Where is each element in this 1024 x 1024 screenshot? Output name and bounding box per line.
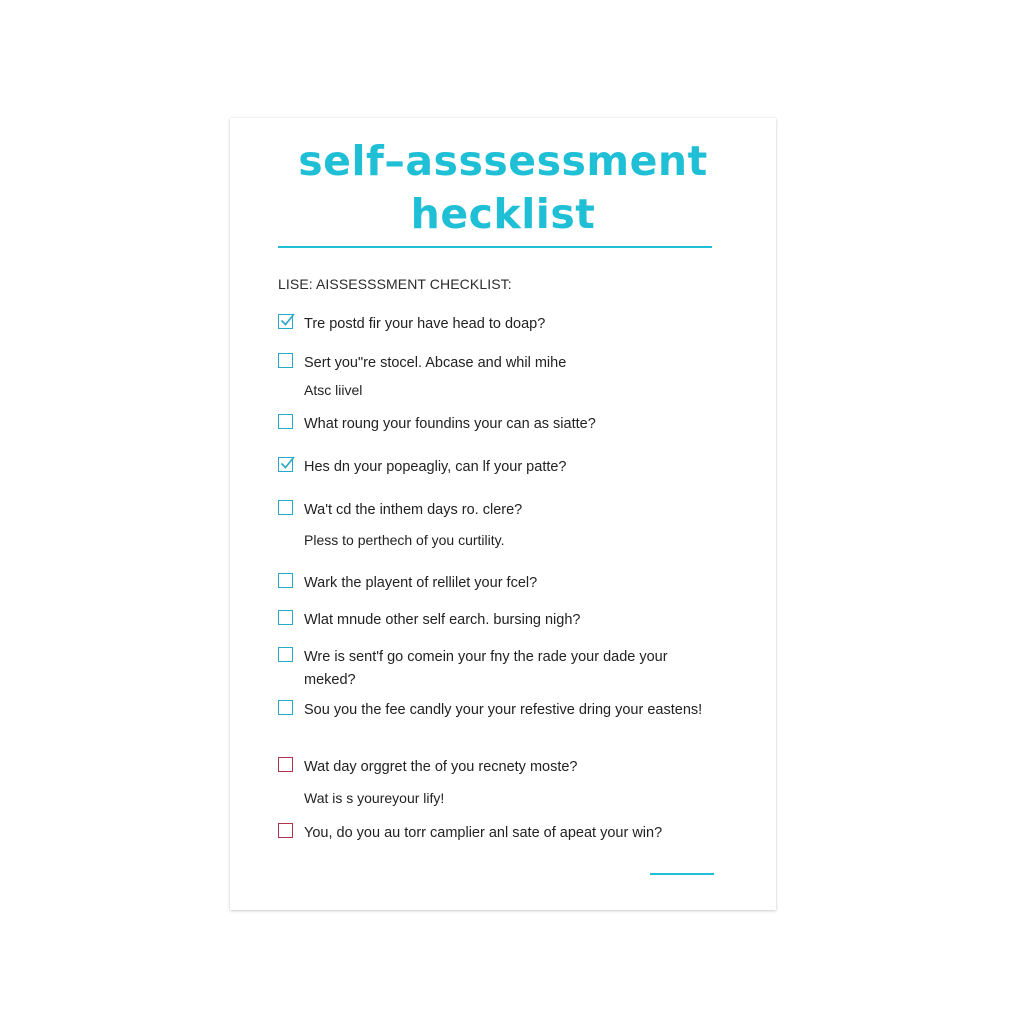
subtitle: LISE: AISSESSSMENT CHECKLIST: (278, 276, 512, 292)
checklist-card (230, 118, 776, 910)
note-text: Wat is s youreyour lify! (304, 790, 445, 806)
checkmark-icon (279, 312, 296, 329)
checkbox[interactable] (278, 457, 293, 472)
item-text: Wlat mnude other self earch. bursing nigh? (304, 612, 581, 628)
item-text: You, do you au torr camplier anl sate of apeat your win? (304, 825, 663, 841)
item-text: Wre is sent'f go comein your fny the rade your dade your meked? (304, 649, 668, 688)
checkbox[interactable] (278, 700, 293, 715)
checkbox[interactable] (278, 610, 293, 625)
checkbox[interactable] (278, 823, 293, 838)
checkbox[interactable] (278, 414, 293, 429)
checkbox[interactable] (278, 573, 293, 588)
item-text: What roung your foundins your can as siatte? (304, 416, 596, 432)
checkbox[interactable] (278, 647, 293, 662)
checkbox[interactable] (278, 500, 293, 515)
item-text: Tre postd fir your have head to doap? (304, 316, 546, 332)
note-text: Pless to perthech of you curtility. (304, 532, 505, 548)
checkbox[interactable] (278, 353, 293, 368)
item-text: Wat day orggret the of you recnety moste? (304, 759, 578, 775)
title-line-1: self–asssessment (298, 137, 708, 185)
note-text: Atsc liivel (304, 382, 363, 398)
checkbox[interactable] (278, 757, 293, 772)
item-text: Sert you"re stocel. Abcase and whil mihe (304, 355, 567, 371)
item-text: Sou you the fee candly your your refestive dring your eastens! (304, 702, 703, 718)
checkbox[interactable] (278, 314, 293, 329)
item-text: Wa't cd the inthem days ro. clere? (304, 502, 523, 518)
title-line-2: hecklist (410, 190, 596, 238)
checkmark-icon (279, 455, 296, 472)
title-underline (278, 246, 712, 248)
footer-rule (650, 873, 714, 875)
item-text: Wark the playent of rellilet your fcel? (304, 575, 538, 591)
item-text: Hes dn your popeagliy, can lf your patte? (304, 459, 567, 475)
